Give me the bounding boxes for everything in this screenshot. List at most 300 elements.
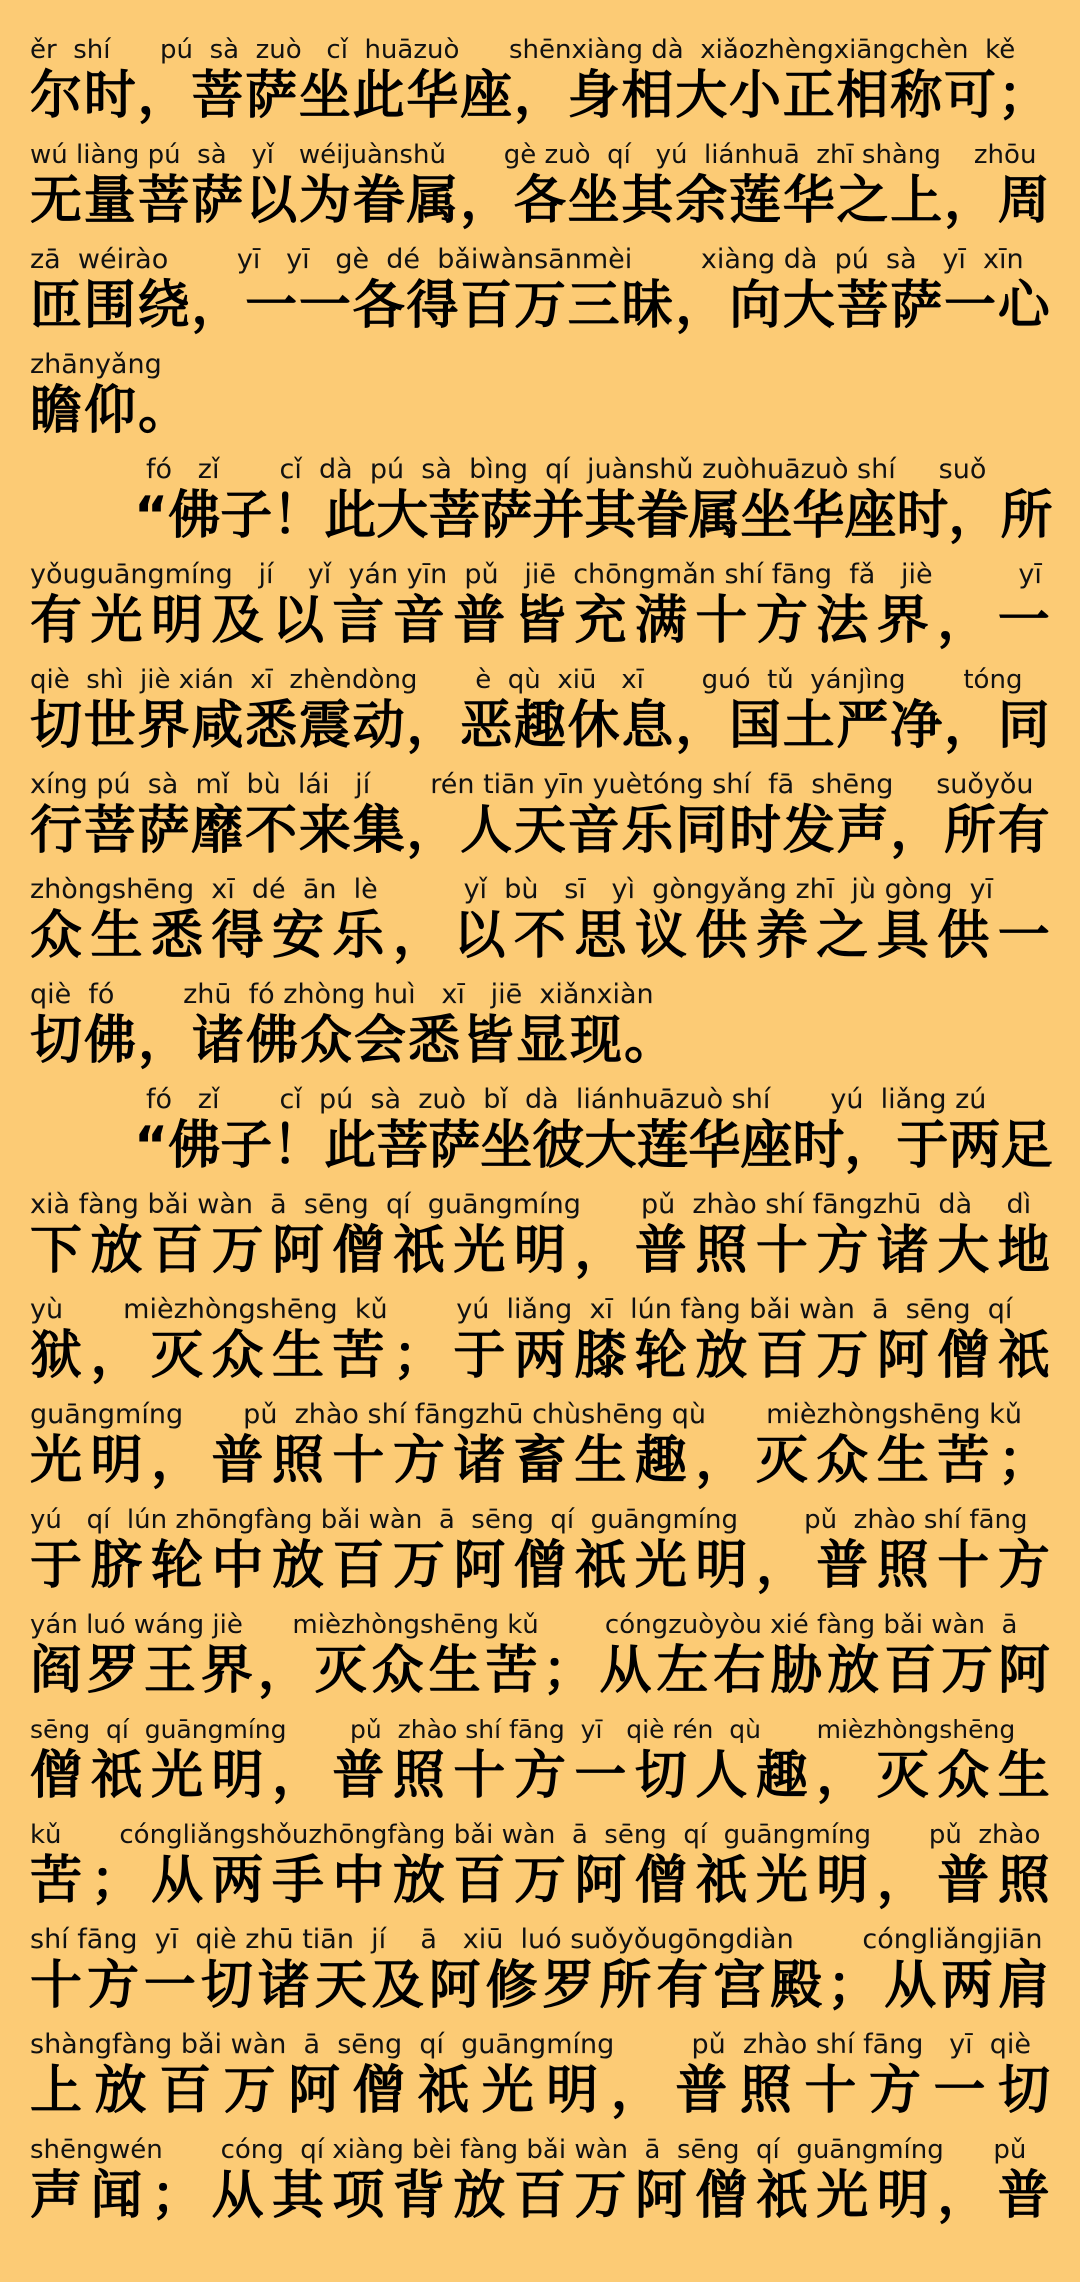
- pinyin-annotation: shàngfàng bǎi wàn ā sēng qí guāngmíng pǔ zhào shí fāng yī qiè: [30, 2029, 1032, 2060]
- hanzi-char: 音: [392, 591, 445, 651]
- hanzi-char: 华: [688, 1116, 741, 1176]
- hanzi-char: 方: [392, 1431, 445, 1491]
- text-line: [30, 662, 1050, 767]
- hanzi-char: 大: [782, 276, 835, 336]
- hanzi-char: 肩: [997, 1956, 1050, 2016]
- hanzi-text: [30, 1641, 1050, 1701]
- hanzi-char: ，: [150, 1431, 203, 1491]
- hanzi-char: 万: [513, 276, 566, 336]
- hanzi-char: 以: [271, 591, 324, 651]
- hanzi-char: 阿: [428, 1956, 481, 2016]
- hanzi-char: 此: [352, 66, 405, 126]
- hanzi-char: 上: [890, 171, 943, 231]
- hanzi-char: 各: [352, 276, 405, 336]
- hanzi-char: 一: [143, 1956, 196, 2016]
- hanzi-char: 围: [83, 276, 136, 336]
- text-line: [30, 1187, 1050, 1292]
- hanzi-char: 右: [713, 1641, 766, 1701]
- hanzi-char: 座: [844, 486, 897, 546]
- hanzi-char: 切: [200, 1956, 253, 2016]
- pinyin-annotation: yǒuguāngmíng jí yǐ yán yīn pǔ jiē chōngmǎn shí fāng fǎ jiè yī: [30, 559, 1042, 590]
- hanzi-text: [30, 1326, 1050, 1386]
- hanzi-char: 中: [211, 1536, 264, 1596]
- hanzi-char: 萨: [137, 801, 190, 861]
- hanzi-char: 子: [220, 1116, 273, 1176]
- hanzi-char: 趣: [755, 1746, 808, 1806]
- hanzi-char: 匝: [30, 276, 83, 336]
- hanzi-char: 两: [513, 1326, 566, 1386]
- pinyin-annotation: zā wéirào yī yī gè dé bǎiwànsānmèi xiàng dà pú sà yī xīn: [30, 244, 1024, 275]
- hanzi-char: ，: [392, 906, 445, 966]
- hanzi-char: 两: [941, 1956, 994, 2016]
- hanzi-char: 僧: [937, 1326, 990, 1386]
- hanzi-char: 普: [816, 1536, 869, 1596]
- hanzi-char: ；: [827, 1956, 880, 2016]
- hanzi-char: 僧: [30, 1746, 83, 1806]
- hanzi-char: 方: [816, 1221, 869, 1281]
- hanzi-char: 生: [271, 1326, 324, 1386]
- hanzi-char: 萨: [428, 1116, 481, 1176]
- hanzi-char: 坐: [740, 486, 793, 546]
- hanzi-char: 僧: [695, 2166, 748, 2226]
- pinyin-annotation: yú qí lún zhōngfàng bǎi wàn ā sēng qí guāngmíng pǔ zhào shí fāng: [30, 1505, 1028, 1535]
- hanzi-char: 休: [567, 696, 620, 756]
- hanzi-text: [30, 1221, 1050, 1281]
- hanzi-char: 言: [332, 591, 385, 651]
- hanzi-char: 得: [211, 906, 264, 966]
- hanzi-text: [30, 171, 1050, 231]
- hanzi-char: 苦: [937, 1431, 990, 1491]
- text-line: [30, 1082, 1053, 1187]
- hanzi-char: 坐: [480, 1116, 533, 1176]
- hanzi-char: 莲: [636, 1116, 689, 1176]
- hanzi-char: 萨: [480, 486, 533, 546]
- hanzi-char: 方: [86, 1956, 139, 2016]
- pinyin-annotation: fó zǐ cǐ pú sà zuò bǐ dà liánhuāzuò shí yú liǎng zú: [146, 1084, 987, 1115]
- hanzi-char: 放: [90, 1221, 143, 1281]
- hanzi-char: 胁: [770, 1641, 823, 1701]
- hanzi-char: 从: [150, 1851, 203, 1911]
- hanzi-char: 不: [245, 801, 298, 861]
- hanzi-char: ，: [816, 1746, 869, 1806]
- hanzi-char: 方: [868, 2061, 921, 2121]
- hanzi-char: 无: [30, 171, 83, 231]
- text-line: [30, 242, 1050, 347]
- hanzi-char: 方: [755, 591, 808, 651]
- hanzi-char: 之: [816, 906, 869, 966]
- hanzi-char: 万: [513, 1851, 566, 1911]
- hanzi-char: 十: [695, 591, 748, 651]
- hanzi-char: 罗: [542, 1956, 595, 2016]
- hanzi-char: 不: [513, 906, 566, 966]
- hanzi-char: 菩: [428, 486, 481, 546]
- hanzi-char: 放: [827, 1641, 880, 1701]
- hanzi-char: 安: [271, 906, 324, 966]
- hanzi-text: [30, 1956, 1050, 2016]
- hanzi-char: ！: [272, 486, 325, 546]
- hanzi-char: 可: [944, 66, 997, 126]
- hanzi-char: 照: [392, 1746, 445, 1806]
- hanzi-char: 祇: [392, 1221, 445, 1281]
- pinyin-annotation: qiè shì jiè xián xī zhèndòng è qù xiū xī guó tǔ yánjìng tóng: [30, 665, 1023, 695]
- hanzi-char: 一: [997, 591, 1050, 651]
- hanzi-char: 阿: [288, 2061, 341, 2121]
- hanzi-char: 阎: [30, 1641, 83, 1701]
- hanzi-char: 僧: [332, 1221, 385, 1281]
- hanzi-char: 小: [728, 66, 781, 126]
- hanzi-char: ，: [675, 696, 728, 756]
- hanzi-char: 脐: [90, 1536, 143, 1596]
- hanzi-char: 以: [245, 171, 298, 231]
- hanzi-char: 十: [937, 1536, 990, 1596]
- hanzi-char: 从: [599, 1641, 652, 1701]
- hanzi-text: [30, 906, 1050, 966]
- hanzi-char: 充: [574, 591, 627, 651]
- hanzi-char: 属: [688, 486, 741, 546]
- pinyin-annotation: ěr shí pú sà zuò cǐ huāzuò shēnxiàng dà xiǎozhèngxiāngchèn kě: [30, 35, 1016, 65]
- hanzi-char: 具: [876, 906, 929, 966]
- hanzi-char: 普: [211, 1431, 264, 1491]
- hanzi-char: 祇: [755, 2166, 808, 2226]
- hanzi-char: 祇: [90, 1746, 143, 1806]
- hanzi-char: 生: [574, 1431, 627, 1491]
- hanzi-char: 其: [584, 486, 637, 546]
- hanzi-char: 及: [371, 1956, 424, 2016]
- hanzi-char: 皆: [513, 591, 566, 651]
- hanzi-char: 畜: [513, 1431, 566, 1491]
- hanzi-char: 称: [890, 66, 943, 126]
- hanzi-char: 严: [836, 696, 889, 756]
- hanzi-char: ，: [271, 1746, 324, 1806]
- hanzi-char: 震: [298, 696, 351, 756]
- hanzi-char: 一: [245, 276, 298, 336]
- hanzi-char: 十: [453, 1746, 506, 1806]
- hanzi-char: 众: [371, 1641, 424, 1701]
- hanzi-char: 于: [896, 1116, 949, 1176]
- hanzi-char: 万: [211, 1221, 264, 1281]
- hanzi-char: 身: [567, 66, 620, 126]
- hanzi-char: 百: [159, 2061, 212, 2121]
- text-line: [30, 1502, 1050, 1607]
- pinyin-annotation: wú liàng pú sà yǐ wéijuànshǔ gè zuò qí yú liánhuā zhī shàng zhōu: [30, 140, 1037, 170]
- pinyin-annotation: fó zǐ cǐ dà pú sà bìng qí juànshǔ zuòhuāzuò shí suǒ: [146, 454, 987, 485]
- hanzi-char: 众: [211, 1326, 264, 1386]
- hanzi-char: 众: [30, 906, 83, 966]
- hanzi-char: 时: [83, 66, 136, 126]
- text-line: [30, 347, 1050, 452]
- pinyin-annotation: zhòngshēng xī dé ān lè yǐ bù sī yì gòngyǎng zhī jù gòng yī: [30, 874, 994, 905]
- hanzi-char: 天: [513, 801, 566, 861]
- hanzi-char: 以: [453, 906, 506, 966]
- hanzi-char: 净: [890, 696, 943, 756]
- hanzi-char: 天: [314, 1956, 367, 2016]
- hanzi-char: 界: [137, 696, 190, 756]
- hanzi-char: 项: [332, 2166, 385, 2226]
- hanzi-char: 光: [150, 1746, 203, 1806]
- hanzi-char: 心: [997, 276, 1050, 336]
- hanzi-char: 僧: [634, 1851, 687, 1911]
- hanzi-char: 声: [30, 2166, 83, 2226]
- hanzi-char: 万: [392, 1536, 445, 1596]
- hanzi-char: 苦: [30, 1851, 83, 1911]
- hanzi-text: [30, 1851, 1050, 1911]
- hanzi-char: 于: [30, 1536, 83, 1596]
- hanzi-char: 众: [937, 1746, 990, 1806]
- hanzi-char: 人: [460, 801, 513, 861]
- hanzi-char: 一: [574, 1746, 627, 1806]
- hanzi-char: 议: [634, 906, 687, 966]
- hanzi-char: 相: [836, 66, 889, 126]
- pinyin-annotation: shēngwén cóng qí xiàng bèi fàng bǎi wàn ā sēng qí guāngmíng pǔ: [30, 2135, 1027, 2165]
- hanzi-char: ；: [150, 2166, 203, 2226]
- hanzi-char: 国: [728, 696, 781, 756]
- hanzi-char: 上: [30, 2061, 83, 2121]
- hanzi-char: 恶: [460, 696, 513, 756]
- hanzi-char: 普: [937, 1851, 990, 1911]
- hanzi-char: ；: [90, 1851, 143, 1911]
- hanzi-char: 百: [453, 1851, 506, 1911]
- hanzi-char: 方: [997, 1536, 1050, 1596]
- hanzi-char: 百: [513, 2166, 566, 2226]
- hanzi-char: 集: [352, 801, 405, 861]
- hanzi-char: 宫: [713, 1956, 766, 2016]
- hanzi-char: 萨: [890, 276, 943, 336]
- hanzi-char: 生: [428, 1641, 481, 1701]
- hanzi-char: ；: [997, 1431, 1050, 1491]
- hanzi-char: 得: [406, 276, 459, 336]
- hanzi-char: 明: [876, 2166, 929, 2226]
- hanzi-char: 左: [656, 1641, 709, 1701]
- hanzi-char: 阿: [997, 1641, 1050, 1701]
- hanzi-char: ！: [272, 1116, 325, 1176]
- hanzi-char: “: [134, 486, 169, 546]
- hanzi-char: 彼: [532, 1116, 585, 1176]
- hanzi-char: 莲: [728, 171, 781, 231]
- hanzi-char: ；: [542, 1641, 595, 1701]
- hanzi-char: 僧: [513, 1536, 566, 1596]
- hanzi-char: 阿: [453, 1536, 506, 1596]
- hanzi-char: 放: [695, 1326, 748, 1386]
- hanzi-char: 子: [220, 486, 273, 546]
- hanzi-char: 方: [513, 1746, 566, 1806]
- text-line: [30, 872, 1050, 977]
- hanzi-char: 苦: [485, 1641, 538, 1701]
- hanzi-char: 普: [997, 2166, 1050, 2226]
- hanzi-char: 切: [997, 2061, 1050, 2121]
- hanzi-char: 普: [675, 2061, 728, 2121]
- hanzi-char: ，: [890, 801, 943, 861]
- text-line: [30, 977, 1050, 1082]
- hanzi-char: ；: [997, 66, 1050, 126]
- hanzi-char: 三: [567, 276, 620, 336]
- hanzi-char: 明: [513, 1221, 566, 1281]
- hanzi-text: [30, 801, 1050, 861]
- hanzi-char: ，: [406, 801, 459, 861]
- text-line: [30, 1397, 1050, 1502]
- hanzi-char: 光: [634, 1536, 687, 1596]
- hanzi-char: 音: [567, 801, 620, 861]
- hanzi-char: 大: [376, 486, 429, 546]
- hanzi-char: 光: [30, 1431, 83, 1491]
- hanzi-char: 向: [728, 276, 781, 336]
- hanzi-char: 百: [150, 1221, 203, 1281]
- hanzi-char: ，: [574, 1221, 627, 1281]
- hanzi-char: 十: [30, 1956, 83, 2016]
- hanzi-char: 轮: [150, 1536, 203, 1596]
- hanzi-char: 各: [513, 171, 566, 231]
- hanzi-char: 生: [90, 906, 143, 966]
- hanzi-char: 佛: [168, 486, 221, 546]
- hanzi-char: 明: [150, 591, 203, 651]
- hanzi-char: 属: [406, 171, 459, 231]
- hanzi-char: 界: [876, 591, 929, 651]
- hanzi-char: 悉: [245, 696, 298, 756]
- hanzi-char: “: [134, 1116, 169, 1176]
- hanzi-char: 菩: [376, 1116, 429, 1176]
- hanzi-char: 有: [656, 1956, 709, 2016]
- pinyin-annotation: qiè fó zhū fó zhòng huì xī jiē xiǎnxiàn: [30, 979, 654, 1010]
- hanzi-char: 明: [816, 1851, 869, 1911]
- hanzi-char: ，: [513, 66, 566, 126]
- hanzi-char: 座: [740, 1116, 793, 1176]
- hanzi-char: 一: [933, 2061, 986, 2121]
- hanzi-char: 同: [997, 696, 1050, 756]
- text-line: [30, 137, 1050, 242]
- hanzi-char: 百: [332, 1536, 385, 1596]
- hanzi-char: 眷: [352, 171, 405, 231]
- text-line: [30, 767, 1050, 872]
- hanzi-char: ，: [876, 1851, 929, 1911]
- hanzi-char: 背: [392, 2166, 445, 2226]
- hanzi-char: 闻: [90, 2166, 143, 2226]
- hanzi-text: [30, 591, 1050, 651]
- hanzi-char: 十: [755, 1221, 808, 1281]
- hanzi-char: 供: [695, 906, 748, 966]
- hanzi-char: ，: [944, 171, 997, 231]
- hanzi-char: 两: [948, 1116, 1001, 1176]
- hanzi-char: 萨: [245, 66, 298, 126]
- pinyin-annotation: xià fàng bǎi wàn ā sēng qí guāngmíng pǔ zhào shí fāngzhū dà dì: [30, 1189, 1032, 1220]
- hanzi-char: 阿: [271, 1221, 324, 1281]
- hanzi-char: 来: [298, 801, 351, 861]
- hanzi-char: 坐: [298, 66, 351, 126]
- hanzi-char: 一: [944, 276, 997, 336]
- hanzi-char: 思: [574, 906, 627, 966]
- hanzi-char: 所: [599, 1956, 652, 2016]
- hanzi-char: 光: [481, 2061, 534, 2121]
- hanzi-char: 十: [332, 1431, 385, 1491]
- text-line: [30, 1607, 1050, 1712]
- hanzi-char: 十: [804, 2061, 857, 2121]
- hanzi-text: [30, 276, 1050, 336]
- hanzi-text: [30, 2061, 1050, 2121]
- hanzi-char: 菩: [137, 171, 190, 231]
- hanzi-char: 普: [634, 1221, 687, 1281]
- hanzi-char: 所: [944, 801, 997, 861]
- hanzi-text: [30, 1536, 1050, 1596]
- hanzi-char: 有: [30, 591, 83, 651]
- hanzi-char: 余: [675, 171, 728, 231]
- hanzi-char: 大: [584, 1116, 637, 1176]
- text-line: [30, 452, 1053, 557]
- hanzi-char: 正: [782, 66, 835, 126]
- hanzi-char: 放: [453, 2166, 506, 2226]
- hanzi-char: ，: [948, 486, 1001, 546]
- hanzi-char: 界: [200, 1641, 253, 1701]
- hanzi-char: 放: [94, 2061, 147, 2121]
- hanzi-char: 时: [792, 1116, 845, 1176]
- hanzi-text: [30, 1746, 1050, 1806]
- hanzi-char: 座: [460, 66, 513, 126]
- hanzi-char: 切: [30, 696, 83, 756]
- hanzi-char: 生: [876, 1431, 929, 1491]
- hanzi-char: ；: [392, 1326, 445, 1386]
- hanzi-char: 照: [997, 1851, 1050, 1911]
- hanzi-char: 靡: [191, 801, 244, 861]
- hanzi-char: 动: [352, 696, 405, 756]
- hanzi-char: 趣: [513, 696, 566, 756]
- hanzi-char: 足: [1000, 1116, 1053, 1176]
- hanzi-char: 萨: [191, 171, 244, 231]
- hanzi-char: 罗: [86, 1641, 139, 1701]
- hanzi-char: 下: [30, 1221, 83, 1281]
- hanzi-char: 阿: [634, 2166, 687, 2226]
- hanzi-char: 佛: [168, 1116, 221, 1176]
- hanzi-char: 声: [836, 801, 889, 861]
- hanzi-char: 其: [271, 2166, 324, 2226]
- hanzi-char: 乐: [621, 801, 674, 861]
- hanzi-char: 轮: [634, 1326, 687, 1386]
- hanzi-char: 所: [1000, 486, 1053, 546]
- hanzi-char: 王: [143, 1641, 196, 1701]
- hanzi-char: 普: [453, 591, 506, 651]
- hanzi-char: 并: [532, 486, 585, 546]
- hanzi-char: 及: [211, 591, 264, 651]
- hanzi-char: 阿: [876, 1326, 929, 1386]
- hanzi-char: ，: [406, 696, 459, 756]
- hanzi-char: 大: [675, 66, 728, 126]
- hanzi-char: 尔: [30, 66, 83, 126]
- hanzi-char: 万: [223, 2061, 276, 2121]
- text-line: [30, 1817, 1050, 1922]
- hanzi-char: 趣: [634, 1431, 687, 1491]
- text-line: [30, 1712, 1050, 1817]
- hanzi-text: [30, 486, 1053, 546]
- hanzi-char: 苦: [332, 1326, 385, 1386]
- hanzi-char: 中: [332, 1851, 385, 1911]
- hanzi-char: 明: [695, 1536, 748, 1596]
- hanzi-char: 诸: [257, 1956, 310, 2016]
- hanzi-char: 周: [997, 171, 1050, 231]
- hanzi-char: ，: [610, 2061, 663, 2121]
- hanzi-char: 祇: [417, 2061, 470, 2121]
- hanzi-char: 有: [997, 801, 1050, 861]
- hanzi-char: 一: [298, 276, 351, 336]
- text-line: [30, 32, 1050, 137]
- hanzi-char: 人: [695, 1746, 748, 1806]
- hanzi-text: [30, 696, 1050, 756]
- hanzi-char: ，: [844, 1116, 897, 1176]
- text-line: [30, 2132, 1050, 2237]
- hanzi-text: [30, 1431, 1050, 1491]
- hanzi-char: 光: [453, 1221, 506, 1281]
- hanzi-char: 世: [83, 696, 136, 756]
- pinyin-annotation: sēng qí guāngmíng pǔ zhào shí fāng yī qiè rén qù mièzhòngshēng: [30, 1715, 1016, 1744]
- hanzi-char: 菩: [191, 66, 244, 126]
- hanzi-char: 两: [211, 1851, 264, 1911]
- hanzi-char: ，: [695, 1431, 748, 1491]
- hanzi-char: 灭: [876, 1746, 929, 1806]
